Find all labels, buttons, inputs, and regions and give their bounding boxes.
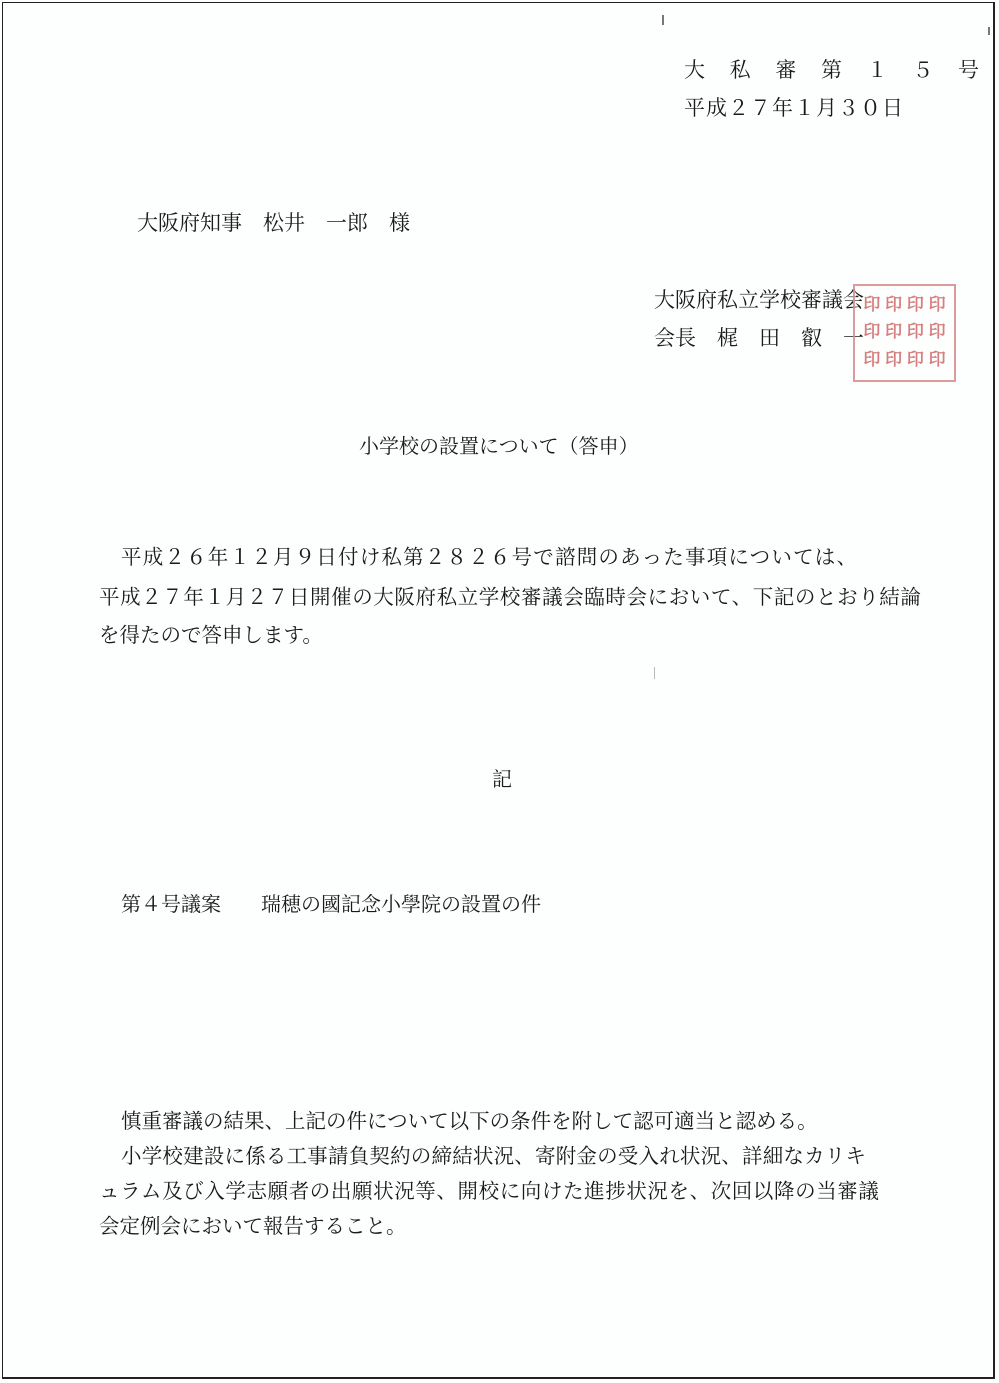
addressee: 大阪府知事 松井 一郎 様 [137,211,410,235]
seal-char: 印 [928,322,946,343]
seal-char: 印 [885,322,903,343]
seal-char: 印 [928,349,946,370]
document-page [2,2,995,1379]
seal-char: 印 [863,295,881,316]
official-seal [853,284,956,382]
seal-char: 印 [906,295,924,316]
intro-line-2: 平成２７年１月２７日開催の大阪府私立学校審議会臨時会において、下記のとおり結論 [99,585,922,609]
conclusion-line-1: 慎重審議の結果、上記の件について以下の条件を附して認可適当と認める。 [121,1109,818,1133]
seal-char: 印 [906,349,924,370]
seal-char: 印 [885,349,903,370]
sender-organization: 大阪府私立学校審議会 [654,288,864,312]
document-number: 大 私 審 第 １ ５ 号 [684,58,989,82]
agenda-item: 第４号議案 瑞穂の國記念小學院の設置の件 [121,892,541,916]
document-date: 平成２７年１月３０日 [684,96,904,120]
seal-characters [861,292,948,374]
seal-char: 印 [906,322,924,343]
intro-line-1: 平成２６年１２月９日付け私第２８２６号で諮問のあった事項については、 [121,545,859,569]
conclusion-line-4: 会定例会において報告すること。 [99,1214,407,1238]
scan-speck [662,15,664,25]
conclusion-line-2: 小学校建設に係る工事請負契約の締結状況、寄附金の受入れ状況、詳細なカリキ [121,1144,867,1168]
intro-line-3: を得たので答申します。 [99,623,323,647]
conclusion-line-3: ュラム及び入学志願者の出願状況等、開校に向けた進捗状況を、次回以降の当審議 [99,1179,880,1203]
scan-speck [654,667,655,679]
seal-char: 印 [863,322,881,343]
subject-title: 小学校の設置について（答申） [359,434,639,458]
seal-char: 印 [885,295,903,316]
seal-char: 印 [863,349,881,370]
seal-char: 印 [928,295,946,316]
ki-heading: 記 [492,767,512,791]
sender-chair: 会長 梶 田 叡 一 [654,326,864,350]
scan-speck [988,27,990,35]
